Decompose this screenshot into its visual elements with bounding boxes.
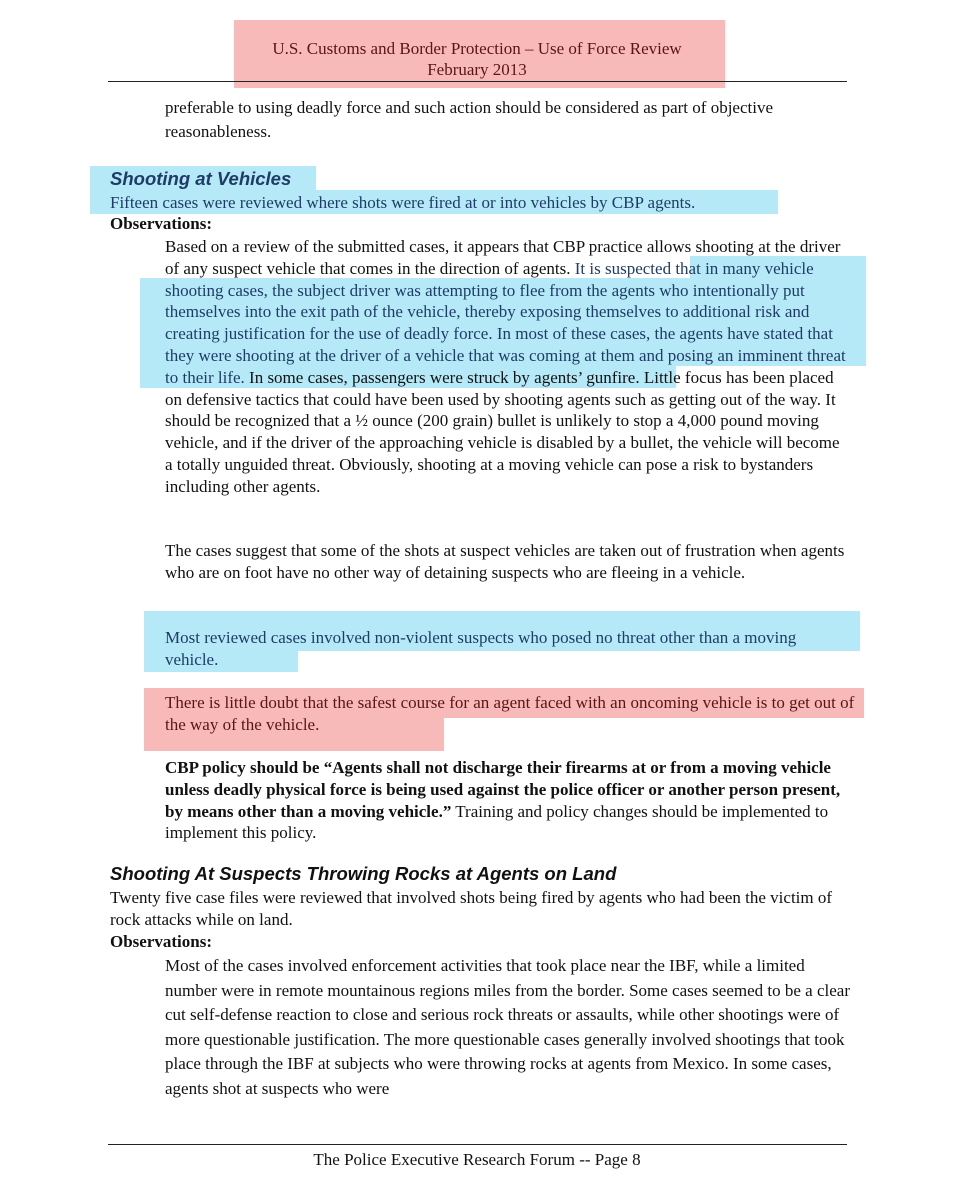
header-date: February 2013 [427, 60, 527, 79]
section1-paragraph-1 [165, 236, 849, 498]
section2-observations-label: Observations: [110, 932, 212, 951]
section1-paragraph-2: The cases suggest that some of the shots at suspect vehicles are taken out of frustration when agents who are on foot have no other way of detaining suspects who are fleeing in a vehicle. [165, 541, 845, 582]
policy-rest-text: Training and policy changes should be implemented to implement this policy. [165, 801, 829, 843]
section2-heading: Shooting At Suspects Throwing Rocks at Agents on Land [110, 863, 617, 884]
section1-summary: Fifteen cases were reviewed where shots were fired at or into vehicles by CBP agents. [110, 193, 696, 212]
para1-highlighted-text: It is suspected that in many vehicle shooting cases, the subject driver was attempting to flee from the agents who intentionally put themselves into the exit path of the vehicle, thereby exposing themselves to additional risk and creating justification for the use of deadly force. In most of these cases, the agents have stated that they were shooting at the driver of a vehicle that was coming at them and posing an imminent threat to their life. [165, 258, 846, 387]
section1-paragraph-3: Most reviewed cases involved non-violent suspects who posed no threat other than a moving vehicle. [165, 628, 797, 669]
para1-start: Based on a review of the submitted cases, it appears that CBP practice allows shooting at the driver of any suspect vehicle that comes in the direction of agents. [165, 237, 841, 278]
section2-summary: Twenty five case files were reviewed that involved shots being fired by agents who had been the victim of rock attacks while on land. [110, 888, 833, 929]
section2-paragraph-1: Most of the cases involved enforcement activities that took place near the IBF, while a limited number were in remote mountainous regions miles from the border. Some cases seemed to be a clear cut self-defense reaction to close and serious rock threats or assaults, while other shootings were of more questionable justification. The more questionable cases generally involved shootings that took place through the IBF at subjects who were throwing rocks at agents from Mexico. In some cases, agents shot at suspects who were [165, 956, 850, 1098]
page-header [108, 38, 846, 80]
policy-bold-text: CBP policy should be “Agents shall not discharge their firearms at or from a moving vehicle unless deadly physical force is being used against the police officer or another person present, by means other than a moving vehicle.” [165, 758, 841, 821]
intro-line-1: preferable to using deadly force and such action should be considered as part of objective [165, 98, 773, 117]
para1-end: In some cases, passengers were struck by agents’ gunfire. Little focus has been placed on defensive tactics that could have been used by shooting agents such as getting out of the way. It should be recognized that a ½ ounce (200 grain) bullet is unlikely to stop a 4,000 pound moving vehicle, and if the driver of the approaching vehicle is disabled by a bullet, the vehicle will become a totally unguided threat. Obviously, shooting at a moving vehicle can pose a risk to bystanders including other agents. [165, 367, 840, 496]
section1-heading: Shooting at Vehicles [110, 168, 292, 189]
page-footer: The Police Executive Research Forum -- Page 8 [313, 1150, 641, 1169]
footer-rule [108, 1144, 847, 1145]
section1-paragraph-4: There is little doubt that the safest course for an agent faced with an oncoming vehicle is to get out of the way of the vehicle. [165, 693, 855, 734]
section1-observations-label: Observations: [110, 214, 212, 233]
header-title: U.S. Customs and Border Protection – Use of Force Review [272, 39, 682, 58]
intro-line-2: reasonableness. [165, 122, 272, 141]
header-rule [108, 81, 847, 82]
section1-policy-paragraph [165, 757, 845, 844]
intro-paragraph [165, 96, 850, 144]
